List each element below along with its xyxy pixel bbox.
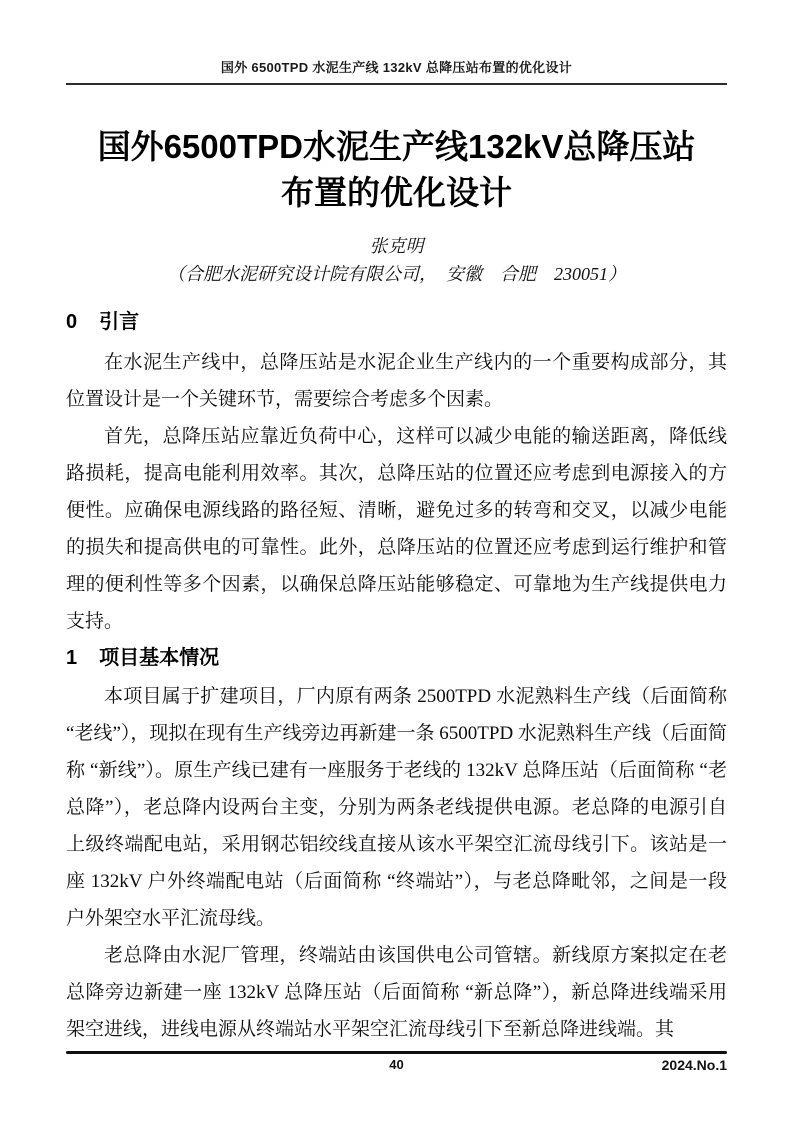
author-name: 张克明 (369, 236, 424, 256)
section-number: 1 (66, 647, 78, 669)
section-title: 项目基本情况 (99, 647, 220, 669)
page-number: 40 (389, 1057, 404, 1072)
article-title-line-1: 国外6500TPD水泥生产线132kV总降压站 (97, 128, 696, 165)
running-header (66, 57, 727, 85)
running-header-text: 国外 6500TPD 水泥生产线 132kV 总降压站布置的优化设计 (220, 60, 573, 75)
section-heading-introduction (66, 308, 727, 336)
footer-row (66, 1057, 727, 1075)
article-title-line-2: 布置的优化设计 (281, 174, 512, 211)
section-number: 0 (66, 311, 78, 333)
paragraph-project-1: 本项目属于扩建项目，厂内原有两条 2500TPD 水泥熟料生产线（后面简称 “老线”），现拟在现有生产线旁边再新建一条 6500TPD 水泥熟料生产线（后面简称 “新线”）。原生产线已建有一座服务于老线的 132kV 总降压站（后面简称 “老总降”），老总降内设两台主变，分别为两条老线提供电源。老总降的电源引自上级终端配电站，采用钢芯铝绞线直接从该水平架空汇流母线引下。该站是一座 132kV 户外终端配电站（后面简称 “终端站”），与老总降毗邻，之间是一段户外架空水平汇流母线。 (66, 686, 727, 929)
page-footer (66, 1051, 727, 1075)
paragraph-intro-2: 首先，总降压站应靠近负荷中心，这样可以减少电能的输送距离，降低线路损耗，提高电能利用效率。其次，总降压站的位置还应考虑到电源接入的方便性。应确保电源线路的路径短、清晰，避免过多的转弯和交叉，以减少电能的损失和提高供电的可靠性。此外，总降压站的位置还应考虑到运行维护和管理的便利性等多个因素，以确保总降压站能够稳定、可靠地为生产线提供电力支持。 (66, 426, 727, 632)
footer-rule (66, 1051, 727, 1054)
section-heading-project-overview (66, 644, 727, 672)
page-content (66, 84, 727, 1048)
author-affiliation: （合肥水泥研究设计院有限公司， 安徽 合肥 230051） (167, 264, 626, 284)
journal-issue-label: 2024.No.1 (661, 1057, 727, 1073)
article-title (66, 124, 727, 216)
paragraph-project-2: 老总降由水泥厂管理，终端站由该国供电公司管辖。新线原方案拟定在老总降旁边新建一座 132kV 总降压站（后面简称 “新总降”），新总降进线端采用架空进线，进线电源从终端站水平架空汇流母线引下至新总降进线端。其 (66, 945, 727, 1040)
section-title: 引言 (99, 311, 140, 333)
paragraph-intro-1: 在水泥生产线中，总降压站是水泥企业生产线内的一个重要构成部分，其位置设计是一个关键环节，需要综合考虑多个因素。 (66, 352, 727, 410)
